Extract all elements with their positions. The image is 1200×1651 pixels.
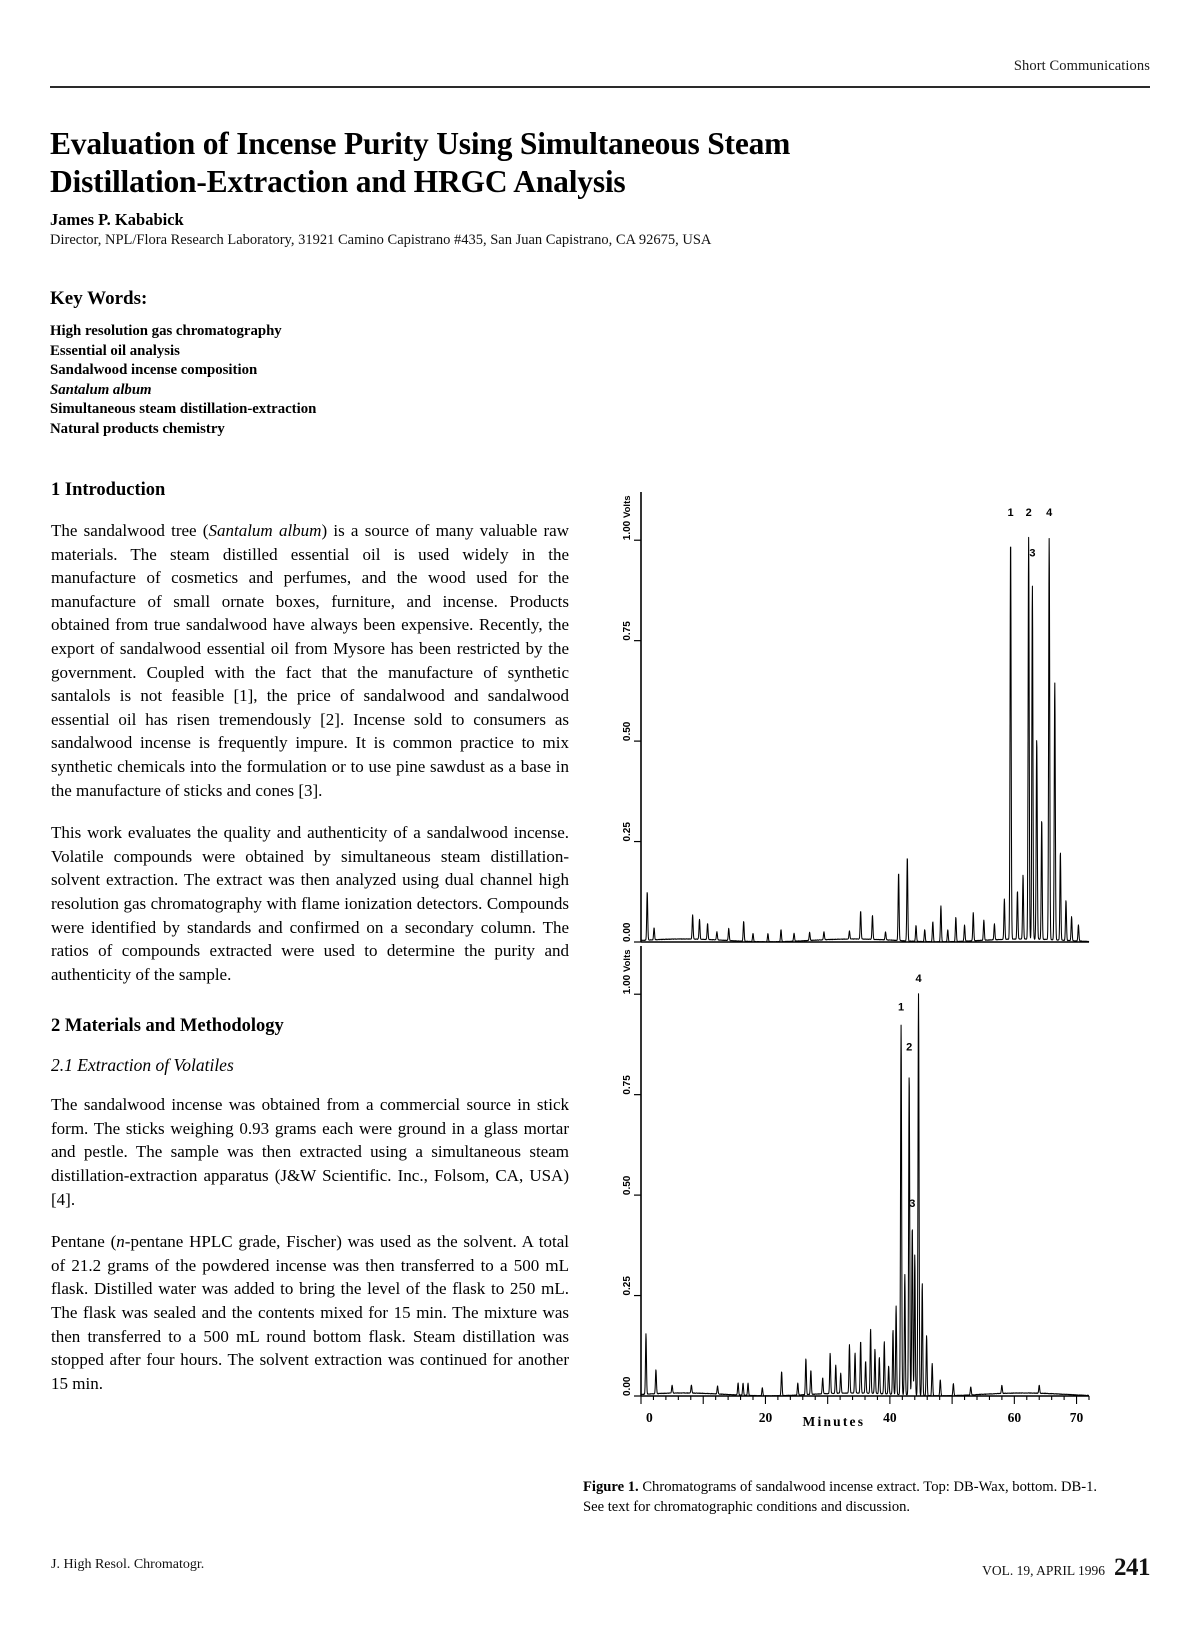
figure-1-chromatograms — [583, 484, 1095, 1444]
peak-label-2: 2 — [906, 1041, 913, 1054]
y-tick-label: 0.25 — [622, 1276, 633, 1296]
section-heading-materials: 2 Materials and Methodology — [51, 1016, 284, 1037]
figure-caption-text: Chromatograms of sandalwood incense extract. Top: DB-Wax, bottom. DB-1. See text for chromatographic conditions and discussion. — [583, 1479, 1098, 1515]
keyword-item: Natural products chemistry — [50, 420, 225, 437]
intro-paragraph-2: This work evaluates the quality and authenticity of a sandalwood incense. Volatile compounds were obtained by simultaneous steam distillation-solvent extraction. The extract was then analyzed using dual channel high resolution gas chromatography with flame ionization detectors. Compounds were identified by standards and confirmed on a secondary column. The ratios of compounds extracted were used to determine the purity and authenticity of the sample. — [51, 823, 569, 984]
y-tick-label: 0.50 — [622, 1175, 633, 1196]
intro-p1-part-b: ) is a source of many valuable raw materials. The steam distilled essential oil is used widely in the manufacture of cosmetics and perfumes, and the wood used for the manufacture of small ornate boxes, furniture, and incense. Products obtained from true sandalwood have always been expensive. Recently, the export of sandalwood essential oil from Mysore has been restricted by the government. Coupled with the fact that the manufacture of synthetic santalols is not feasible [1], the price of sandalwood and sandalwood essential oil has risen tremendously [2]. Incense sold to consumers as sandalwood incense is frequently impure. It is common practice to mix synthetic chemicals into the formulation or to use pine sawdust as a base in the manufacture of sticks and cones [3]. — [51, 521, 569, 800]
peak-label-1: 1 — [898, 1001, 905, 1014]
peak-label-1: 1 — [1007, 507, 1014, 520]
chromatogram-trace — [641, 994, 1089, 1396]
section-heading-introduction: 1 Introduction — [51, 480, 166, 500]
y-tick-label: 0.75 — [622, 1075, 633, 1095]
figure-caption — [583, 1478, 1103, 1517]
x-tick-label: 0 — [646, 1410, 653, 1425]
intro-p1-part-a: The sandalwood tree ( — [51, 521, 209, 540]
keyword-item: Essential oil analysis — [50, 342, 180, 359]
n-prefix-italic: n — [116, 1232, 125, 1252]
figure-caption-label: Figure 1. — [583, 1479, 639, 1495]
footer-volume: VOL. 19, APRIL 1996 — [982, 1563, 1105, 1578]
y-tick-label: 0.00 — [622, 1376, 633, 1396]
footer-right — [982, 1554, 1150, 1582]
species-name: Santalum album — [208, 521, 322, 540]
y-tick-label: 0.50 — [622, 721, 633, 742]
x-tick-label: 70 — [1069, 1410, 1084, 1425]
chromatogram-bottom-db1 — [622, 946, 1089, 1396]
keywords-list — [50, 322, 570, 440]
body-column-left — [51, 480, 569, 1414]
x-tick-label: 60 — [1007, 1410, 1022, 1425]
peak-label-3: 3 — [1029, 547, 1036, 560]
methods-paragraph-2 — [51, 1230, 569, 1395]
header-rule — [50, 86, 1150, 88]
y-tick-label: 0.00 — [622, 922, 633, 942]
running-head: Short Communications — [1013, 58, 1150, 74]
y-tick-label: 0.75 — [622, 621, 633, 641]
footer-journal-name: J. High Resol. Chromatogr. — [51, 1557, 205, 1572]
x-axis-title: Minutes — [802, 1414, 866, 1429]
author-name: James P. Kababick — [50, 210, 184, 229]
methods-p2-part-a: Pentane ( — [51, 1232, 117, 1252]
page-title: Evaluation of Incense Purity Using Simultaneous Steam Distillation-Extraction and HRGC Analysis — [50, 126, 791, 200]
methods-paragraph-1: The sandalwood incense was obtained from a commercial source in stick form. The sticks weighing 0.93 grams each were ground in a glass mortar and pestle. The sample was then extracted using a simultaneous steam distillation-extraction apparatus (J&W Scientific. Inc., Folsom, CA, USA) [4]. — [51, 1095, 569, 1209]
methods-p2-part-b: -pentane HPLC grade, Fischer) was used as the solvent. A total of 21.2 grams of the powdered incense was then transferred to a 500 mL flask. Distilled water was added to bring the level of the flask to 250 mL. The flask was sealed and the contents mixed for 15 min. The mixture was then transferred to a 500 mL round bottom flask. Steam distillation was stopped after four hours. The solvent extraction was continued for another 15 min. — [51, 1232, 569, 1393]
y-tick-label: 0.25 — [622, 822, 633, 842]
chromatogram-trace — [641, 537, 1089, 942]
x-tick-label: 20 — [758, 1410, 773, 1425]
keyword-item: Santalum album — [50, 381, 152, 398]
peak-label-2: 2 — [1025, 507, 1032, 520]
keyword-item: Sandalwood incense composition — [50, 362, 258, 379]
x-tick-label: 40 — [883, 1410, 897, 1425]
peak-label-3: 3 — [909, 1198, 916, 1211]
peak-label-4: 4 — [915, 973, 922, 986]
chromatogram-plot — [583, 484, 1095, 1444]
page-number: 241 — [1114, 1554, 1150, 1581]
peak-label-4: 4 — [1046, 507, 1053, 520]
y-tick-label: 1.00 — [622, 974, 633, 995]
keyword-item: Simultaneous steam distillation-extraction — [50, 401, 317, 418]
y-axis-title: Volts — [622, 495, 633, 518]
y-axis-title: Volts — [622, 949, 633, 972]
intro-paragraph-1 — [51, 519, 569, 802]
author-affiliation: Director, NPL/Flora Research Laboratory, 31921 Camino Capistrano #435, San Juan Capistrano, CA 92675, USA — [50, 232, 712, 248]
x-axis — [641, 1396, 1089, 1429]
keywords-heading: Key Words: — [50, 288, 148, 309]
y-tick-label: 1.00 — [622, 520, 633, 541]
keyword-item: High resolution gas chromatography — [50, 323, 282, 339]
subsection-heading-extraction: 2.1 Extraction of Volatiles — [51, 1055, 234, 1076]
chromatogram-top-dbwax — [622, 492, 1089, 942]
